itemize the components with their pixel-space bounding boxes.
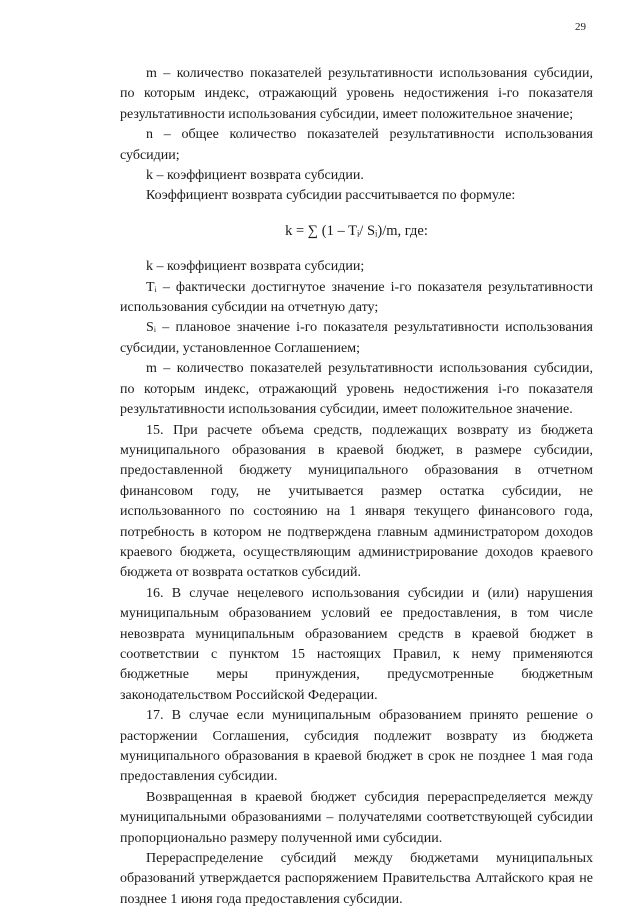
paragraph-k-definition-2: k – коэффициент возврата субсидии; (146, 259, 365, 275)
paragraph-redistribution: Возвращенная в краевой бюджет субсидия перераспределяется между муниципальными образованиями – получателями соответствующей субсидии пропорционально размеру полученной ими субсидии. (120, 789, 593, 846)
paragraph-m-definition-2: m – количество показателей результативности использования субсидии, по которым индекс, отражающий уровень недостижения i-го показателя результативности использования субсидии, имеет положительное значение. (120, 361, 593, 418)
page-number: 29 (575, 21, 586, 33)
paragraph-approval: Перераспределение субсидий между бюджетами муниципальных образований утверждается распоряжением Правительства Алтайского края не позднее 1 июня года предоставления субсидии. (120, 851, 593, 907)
clause-16: 16. В случае нецелевого использования субсидии и (или) нарушения муниципальным образованием условий ее предоставления, в том числе невозврата муниципальным образованием средств в краевой бюджет в соответствии с пунктом 15 настоящих Правил, к нему применяются бюджетные меры принуждения, предусмотренные бюджетным законодательством Российской Федерации. (120, 585, 593, 703)
paragraph-t-definition: Tᵢ – фактически достигнутое значение i-го показателя результативности использования субсидии на отчетную дату; (120, 279, 593, 316)
paragraph-n-definition: n – общее количество показателей результативности использования субсидии; (120, 127, 593, 163)
clause-15: 15. При расчете объема средств, подлежащих возврату из бюджета муниципального образования в краевой бюджет, в размере субсидии, предоставленной бюджету муниципального образования в отчетном финансовом году, не учитывается размер остатка субсидии, не использованного по состоянию на 1 января текущего финансового года, потребность в котором не подтверждена главным администратором доходов краевого бюджета, осуществляющим администрирование доходов краевого бюджета от возврата остатков субсидий. (120, 422, 593, 581)
clause-17: 17. В случае если муниципальным образованием принято решение о расторжении Соглашения, субсидия подлежит возврату из бюджета муниципального образования в краевой бюджет в срок не позднее 1 мая года предоставления субсидии. (120, 708, 593, 785)
document-body (120, 64, 593, 910)
paragraph-k-definition: k – коэффициент возврата субсидии. (146, 168, 364, 184)
paragraph-s-definition: Sᵢ – плановое значение i-го показателя результативности использования субсидии, установленное Соглашением; (120, 320, 593, 356)
formula: k = ∑ (1 – Tᵢ/ Sᵢ)/m, где: (285, 222, 428, 239)
paragraph-formula-intro: Коэффициент возврата субсидии рассчитывается по формуле: (146, 188, 516, 204)
paragraph-m-definition: m – количество показателей результативности использования субсидии, по которым индекс, отражающий уровень недостижения i-го показателя результативности использования субсидии, имеет положительное значение; (120, 66, 593, 122)
